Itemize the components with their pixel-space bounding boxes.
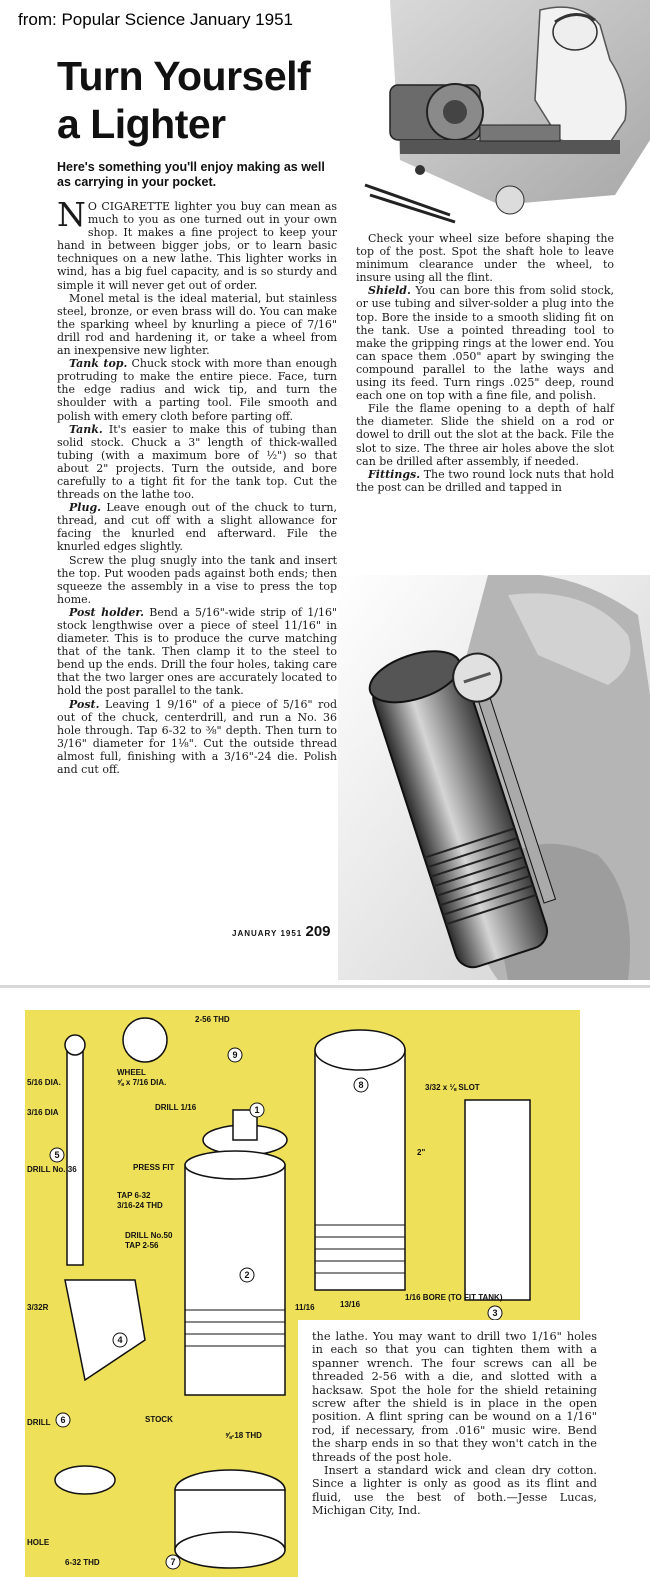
label-tap-256: TAP 2-56	[125, 1241, 159, 1250]
title-line-2: a Lighter	[57, 101, 226, 147]
label-tap-632: TAP 6-32	[117, 1191, 151, 1200]
svg-text:2: 2	[244, 1270, 250, 1280]
assembly-view	[465, 1100, 530, 1300]
svg-text:4: 4	[117, 1335, 123, 1345]
label-wheel-dim: ⅝ x 7/16 DIA.	[117, 1078, 167, 1087]
callout-6	[56, 1413, 70, 1427]
label-drill-no50: DRILL No.50	[125, 1231, 173, 1240]
callout-1	[250, 1103, 264, 1117]
paragraph-tank-top: Tank top. Chuck stock with more than enough protruding to make the entire piece. Face, turn the edge radius and wick tip, and turn the shoulder with a parting tool. File smooth and polish with emery cloth before parting off.	[57, 357, 337, 423]
label-slot: 3/32 x ⅛ SLOT	[425, 1083, 480, 1092]
article-column-bottom	[312, 1330, 597, 1518]
label-press-fit: PRESS FIT	[133, 1163, 175, 1172]
paragraph-intro: N O CIGARETTE lighter you buy can mean as much to you as one turned out in your own shop. It makes a fine project to keep your hand in between bigger jobs, or to learn basic techniques on a new lathe. This lighter works in wind, has a big fuel capacity, and is so sturdy and simple it will never get out of order.	[57, 195, 337, 292]
svg-text:5: 5	[54, 1150, 60, 1160]
label-hole: HOLE	[27, 1538, 50, 1547]
svg-text:6: 6	[60, 1415, 66, 1425]
callout-8	[354, 1078, 368, 1092]
label-dim-1116: 11/16	[295, 1303, 315, 1312]
article-column-right	[356, 232, 614, 494]
label-dim-1316: 13/16	[340, 1300, 361, 1309]
drop-cap: N	[57, 195, 86, 234]
label-dim-2: 2"	[417, 1148, 426, 1157]
label-dia-316: 3/16 DIA	[27, 1108, 59, 1117]
tank-part	[185, 1165, 285, 1395]
label-drill: DRILL	[27, 1418, 51, 1427]
lighter-in-hand-photo	[338, 575, 650, 980]
label-drill-no36: DRILL No. 36	[27, 1165, 77, 1174]
paragraph-flame-opening: File the flame opening to a depth of half the diameter. Slide the shield on a rod or dowel to drill out the slot at the back. File the slot to size. The three air holes above the slot can be drilled after assembly, if needed.	[356, 402, 614, 468]
label-thd-256: 2-56 THD	[195, 1015, 230, 1024]
page-number: 209	[305, 923, 331, 940]
svg-text:3: 3	[492, 1308, 498, 1318]
title-line-1: Turn Yourself	[57, 53, 311, 99]
page-folio: JANUARY 1951 209	[232, 923, 331, 940]
paragraph-post-holder: Post holder. Bend a 5/16"-wide strip of 1/16" stock lengthwise over a piece of steel 11/16" in diameter. This is to produce the curve matching that of the tank. Then clamp it to the steel to bend up the ends. Drill the four holes, taking care that the two larger ones are accurately located to hold the post parallel to the tank.	[57, 605, 338, 698]
svg-text:1: 1	[254, 1105, 260, 1115]
label-stock: STOCK	[145, 1415, 173, 1424]
wheel-part	[123, 1018, 167, 1062]
paragraph-post: Post. Leaving 1 9/16" of a piece of 5/16" rod out of the chuck, centerdrill, and run a No. 36 hole through. Tap 6-32 to ⅜" depth. Then turn to 3/16" diameter for 1⅛". Cut the outside thread almost full, finishing with a 3/16"-24 die. Polish and cut off.	[57, 697, 338, 777]
label-wheel: WHEEL	[117, 1068, 146, 1077]
callout-3	[488, 1306, 502, 1320]
label-dia-516: 5/16 DIA.	[27, 1078, 61, 1087]
article-subtitle: Here's something you'll enjoy making as well as carrying in your pocket.	[57, 160, 325, 189]
svg-text:9: 9	[232, 1050, 238, 1060]
paragraph-tank: Tank. It's easier to make this of tubing than solid stock. Chuck a 3" length of thick-walled tubing (with a maximum bore of ½") so that about 2" projects. Turn the outside, and bore carefully to a tight fit for the tank top. Cut the threads on the lathe too.	[57, 422, 337, 502]
paragraph-plug: Plug. Leave enough out of the chuck to turn, thread, and cut off with a slight allowance for facing the knurled end afterward. File the knurled edges slightly.	[57, 501, 337, 554]
lathe-photo	[360, 0, 650, 225]
paragraph-shield: Shield. You can bore this from solid stock, or use tubing and silver-solder a plug into the top. Bore the inside to a smooth sliding fit on the tank. Use a pointed threading tool to make the gripping rings at the lower end. You can space them .050" apart by swinging the compound parallel to the lathe ways and using its feed. Turn rings .025" deep, round each one on top with a fine file, and polish.	[356, 284, 615, 403]
article-title	[57, 52, 310, 148]
callout-9	[228, 1048, 242, 1062]
lock-nut-part	[55, 1466, 115, 1494]
label-thd-58-18: ⅝-18 THD	[225, 1431, 262, 1440]
callout-2	[240, 1268, 254, 1282]
paragraph-wheel-size: Check your wheel size before shaping the top of the post. Spot the shaft hole to leave minimum clearance under the wheel, to insure using all the flint.	[356, 232, 614, 285]
paragraph-closing: Insert a standard wick and clean dry cotton. Since a lighter is only as good as its flint and fluid, use the best of both.—Jesse Lucas, Michigan City, Ind.	[312, 1464, 597, 1518]
paragraph-assembly: Screw the plug snugly into the tank and insert the top. Put wooden pads against both ends; then squeeze the assembly in a vise to press the top home.	[57, 553, 337, 606]
section-divider	[0, 985, 650, 988]
callout-7	[166, 1555, 180, 1569]
label-dim-332: 3/32R	[27, 1303, 49, 1312]
source-caption: from: Popular Science January 1951	[18, 10, 293, 29]
post-head	[65, 1035, 85, 1055]
label-drill-116: DRILL 1/16	[155, 1103, 197, 1112]
label-thd-316-24: 3/16-24 THD	[117, 1201, 163, 1210]
post-part	[67, 1040, 83, 1265]
article-column-left	[57, 195, 338, 777]
paragraph-fittings: Fittings. The two round lock nuts that hold the post can be drilled and tapped in	[356, 467, 614, 494]
paragraph-materials: Monel metal is the ideal material, but stainless steel, bronze, or even brass will do. You can make the sparking wheel by knurling a piece of 7/16" drill rod and hardening it, or take a wheel from an inexpensive new lighter.	[57, 291, 337, 358]
callout-4	[113, 1333, 127, 1347]
paragraph-lathe: the lathe. You may want to drill two 1/16" holes in each so that you can tighten them with a spanner wrench. The four screws can all be threaded 2-56 with a die, and slotted with a hacksaw. Spot the hole for the shield retaining screw after the shield is in place in the open position. A flint spring can be wound on a 1/16" rod, if necessary, from .016" music wire. Bend the sharp ends in so that they won't catch in the threads of the post hole.	[312, 1330, 597, 1464]
callout-5	[50, 1148, 64, 1162]
svg-text:8: 8	[358, 1080, 364, 1090]
label-thd-632: 6-32 THD	[65, 1558, 100, 1567]
label-bore: 1/16 BORE (TO FIT TANK)	[405, 1293, 503, 1302]
svg-text:7: 7	[170, 1557, 176, 1567]
